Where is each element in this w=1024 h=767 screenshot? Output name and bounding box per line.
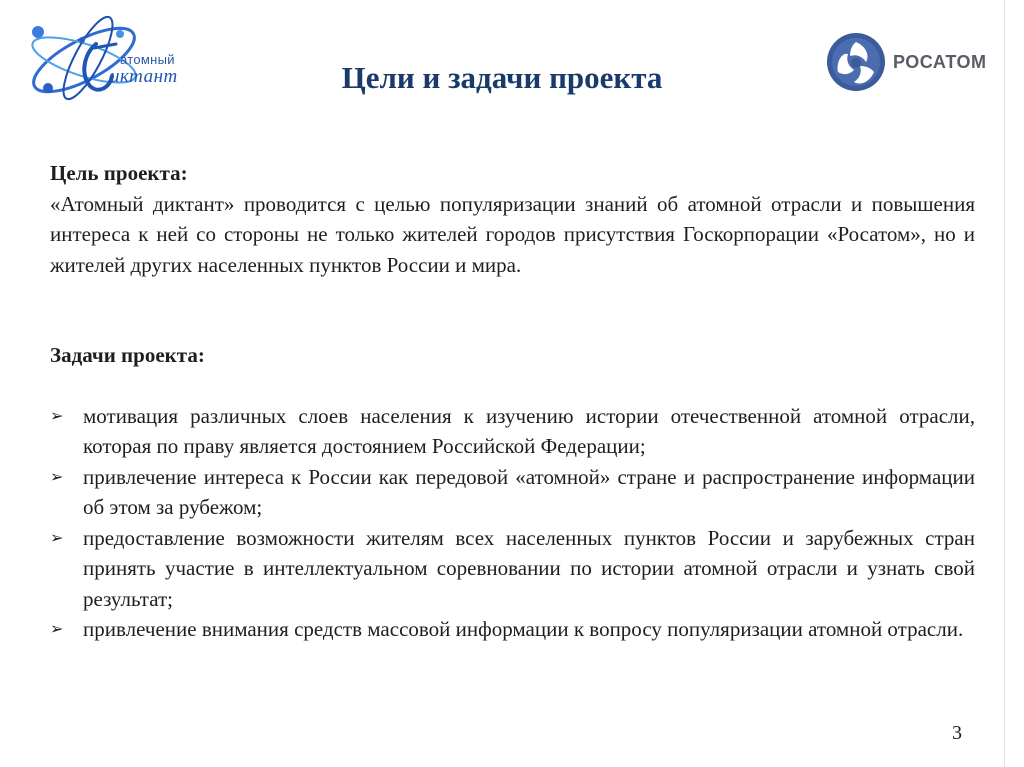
goal-text: «Атомный диктант» проводится с целью популяризации знаний об атомной отрасли и повышения интереса к ней со стороны не только жителей городов присутствия Госкорпорации «Росатом», но и жителей других населенных пунктов России и мира.	[50, 191, 975, 277]
tasks-list	[50, 401, 975, 645]
slide-frame-line	[1004, 0, 1005, 767]
task-item	[50, 401, 975, 462]
page-title: Цели и задачи проекта	[341, 60, 663, 95]
task-text: предоставление возможности жителям всех населенных пунктов России и зарубежных стран принять участие в интеллектуальном соревновании по истории атомной отрасли и узнать свой результат;	[83, 525, 975, 611]
task-item	[50, 462, 975, 523]
logo-left-line1: атомный	[120, 52, 175, 67]
rosatom-logo-text: РОСАТОМ	[893, 52, 987, 72]
tasks-heading: Задачи проекта:	[50, 343, 205, 367]
task-text: мотивация различных слоев населения к изучению истории отечественной атомной отрасли, которая по праву является достоянием Российской Федерации;	[83, 403, 975, 458]
arrow-bullet-icon: ➢	[50, 466, 64, 486]
task-item	[50, 523, 975, 615]
arrow-bullet-icon: ➢	[50, 527, 64, 547]
arrow-bullet-icon: ➢	[50, 619, 64, 638]
task-text: привлечение интереса к России как передовой «атомной» стране и распространение информации об этом за рубежом;	[83, 464, 975, 519]
page-number: 3	[952, 722, 962, 744]
task-text: привлечение внимания средств массовой информации к вопросу популяризации атомной отрасли.	[83, 617, 964, 641]
goal-heading: Цель проекта:	[50, 161, 188, 185]
arrow-bullet-icon: ➢	[50, 405, 64, 425]
logo-left-line2: иктант	[110, 66, 178, 87]
slide-content	[50, 158, 975, 645]
task-item	[50, 614, 975, 645]
